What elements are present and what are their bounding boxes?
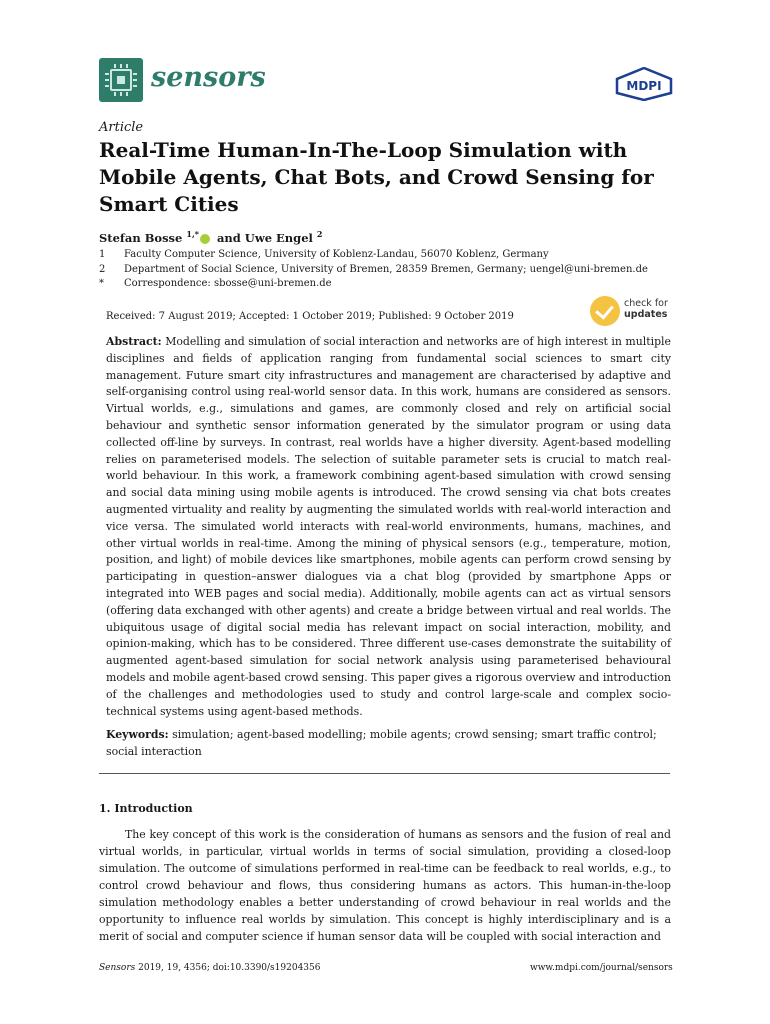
check-updates-line2: updates — [624, 309, 668, 320]
footer-citation — [99, 963, 321, 973]
keywords — [106, 727, 671, 761]
journal-name: sensors — [151, 62, 266, 93]
section-divider — [99, 773, 670, 774]
abstract-label: Abstract: — [106, 335, 162, 348]
abstract-text: Modelling and simulation of social interaction and networks are of high interest in multiple disciplines and fields of application ranging from fundamental social sciences to smart city management. Future smart city infrastructures and management are characterised by adaptive and self-organising control using real-world sensor data. In this work, humans are considered as sensors. Virtual worlds, e.g., simulations and games, are commonly closed and rely on artificial social behaviour and synthetic sensor information generated by the simulator program or using data collected off-line by surveys. In contrast, real worlds have a higher diversity. Agent-based modelling relies on parameterised models. The selection of suitable parameter sets is crucial to match real-world behaviour. In this work, a framework combining agent-based simulation with crowd sensing and social data mining using mobile agents is introduced. The crowd sensing via chat bots creates augmented virtuality and reality by augmenting the simulated worlds with real-world interaction and vice versa. The simulated world interacts with real-world environments, humans, machines, and other virtual worlds in real-time. Among the mining of physical sensors (e.g., temperature, motion, position, and light) of mobile devices like smartphones, mobile agents can perform crowd sensing by participating in question–answer dialogues via a chat blog (provided by smartphone Apps or integrated into WEB pages and social media). Additionally, mobile agents can act as virtual sensors (offering data exchanged with other agents) and create a bridge between virtual and real worlds. The ubiquitous usage of digital social media has relevant impact on social interaction, mobility, and opinion-making, which has to be considered. Three different use-cases demonstrate the suitability of augmented agent-based simulation for social network analysis using parameterised behavioural models and mobile agent-based crowd sensing. This paper gives a rigorous overview and introduction of the challenges and methodologies used to study and control large-scale and complex socio-technical systems using agent-based methods. — [106, 335, 671, 718]
affiliation — [99, 277, 332, 291]
affiliation — [99, 263, 648, 277]
author-list — [99, 229, 323, 245]
affiliation — [99, 248, 549, 262]
mdpi-logo — [613, 67, 675, 101]
article-type: Article — [99, 120, 144, 135]
body-paragraph: The key concept of this work is the consideration of humans as sensors and the fusion of real and virtual worlds, in particular, virtual worlds in terms of social simulation, providing a closed-loop simulation. The outcome of simulations performed in real-time can be feedback to real worlds, e.g., to control crowd behaviour and flows, thus considering humans as actors. This human-in-the-loop simulation methodology enables a better understanding of crowd behaviour in real worlds and the opportunity to influence real worlds by simulation. This concept is highly interdisciplinary and is a merit of social and computer science if human sensor data will be coupled with social interaction and — [99, 828, 671, 943]
checkmark-icon — [590, 296, 620, 326]
publication-dates: Received: 7 August 2019; Accepted: 1 October 2019; Published: 9 October 2019 — [106, 311, 514, 322]
abstract — [106, 334, 671, 720]
footer-url[interactable]: www.mdpi.com/journal/sensors — [530, 963, 673, 973]
author-connector: and Uwe Engel — [216, 230, 313, 245]
keywords-label: Keywords: — [106, 728, 169, 741]
check-for-updates-badge[interactable] — [590, 294, 680, 328]
footer-journal: Sensors — [99, 963, 136, 973]
author-name[interactable]: Stefan Bosse — [99, 230, 183, 245]
affiliation-text: Correspondence: sbosse@uni-bremen.de — [124, 278, 332, 289]
keywords-text: simulation; agent-based modelling; mobile agents; crowd sensing; smart traffic control; social interaction — [106, 728, 657, 758]
affiliation-text: Department of Social Science, University of Bremen, 28359 Bremen, Germany; uengel@uni-bremen.de — [124, 264, 648, 275]
introduction-body — [99, 826, 671, 945]
author-affiliation-mark: 1,* — [186, 229, 199, 239]
chip-icon — [110, 69, 132, 91]
journal-logo — [99, 58, 143, 102]
affiliation-mark: 2 — [99, 264, 106, 275]
author-affiliation-mark: 2 — [316, 229, 323, 239]
footer-citation-text: 2019, 19, 4356; doi:10.3390/s19204356 — [138, 963, 321, 973]
section-heading: 1. Introduction — [99, 802, 193, 815]
paper-title: Real-Time Human-In-The-Loop Simulation with Mobile Agents, Chat Bots, and Crowd Sensing for Smart Cities — [99, 138, 654, 216]
affiliation-text: Faculty Computer Science, University of Koblenz-Landau, 56070 Koblenz, Germany — [124, 249, 549, 260]
check-updates-line1: check for — [624, 298, 668, 309]
orcid-icon[interactable] — [200, 234, 210, 244]
affiliation-mark: * — [99, 278, 104, 289]
affiliation-mark: 1 — [99, 249, 106, 260]
mdpi-logo-text: MDPI — [626, 79, 662, 93]
